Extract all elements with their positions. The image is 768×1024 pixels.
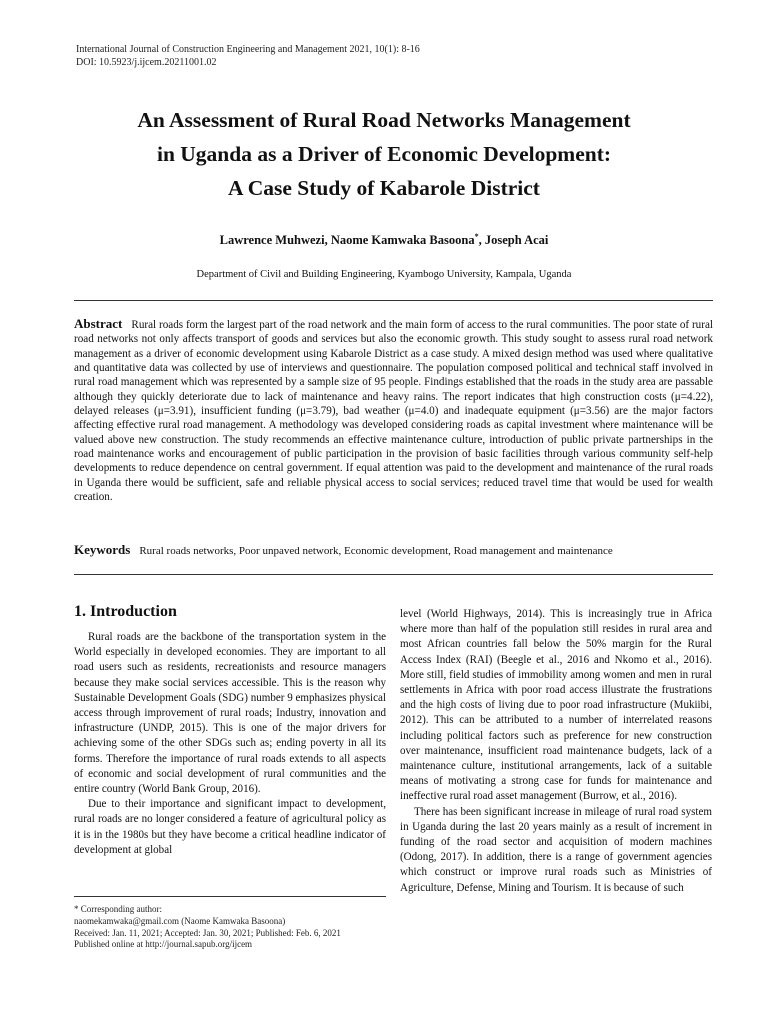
journal-reference: International Journal of Construction Engineering and Management 2021, 10(1): 8-16: [76, 44, 420, 55]
abstract-text: Rural roads form the largest part of the road network and the main form of access to the rural communities. The poor state of rural road networks not only affects transport of goods and services but also the economic growth. This study sought to assess rural road network management as a driver of economic development using Kabarole District as a case study. A mixed design method was used where qualitative and quantitative data was collected by use of interviews and questionnaire. The population composed political and technical staff involved in rural road management which was represented by a sample size of 95 people. Findings established that the roads in the study area are passable although they quickly deteriorate due to lack of maintenance and heavy rains. The report indicates that high construction costs (μ=4.22), delayed releases (μ=3.91), insufficient funding (μ=3.79), bad weather (μ=4.0) and inadequate equipment (μ=3.56) are the major factors affecting effective rural road management. A methodology was developed considering roads as capital investment where maintenance will be valued above new construction. The study recommends an effective maintenance culture, introduction of public private partnerships in the road maintenance works and encouragement of public participation in the provision of basic facilities through various community self-help developments to reduce dependence on central government. If equal attention was paid to the development and maintenance of the rural roads in Uganda there would be sufficient, safe and reliable physical access to social services; reduced travel time that would be used for wealth creation.: [74, 319, 713, 504]
right-column: [400, 607, 712, 896]
author-list: [40, 232, 728, 248]
intro-paragraph-3: level (World Highways, 2014). This is increasingly true in Africa where more than half of the population still resides in rural area and most African countries fall below the 50% margin for the Rural Access Index (RAI) (Beegle et al., 2016 and Nkomo et al., 2016). More still, field studies of immobility among women and men in rural settlements in Africa with poor road access illustrate the frustrations and the high costs of living due to poor road infrastructure (Mukiibi, 2012). This can be attributed to a number of interrelated reasons including political factors such as preference for new construction over maintenance, insufficient road maintenance budgets, lack of a maintenance culture, institutional arrangements, lack of a suitable means of motivating a strong case for funds for maintenance and ineffective rural road asset management (Burrow, et al., 2016).: [400, 608, 712, 803]
keywords-text: Rural roads networks, Poor unpaved network, Economic development, Road management and maintenance: [139, 545, 613, 557]
paper-title: [40, 103, 728, 205]
footnote-email: naomekamwaka@gmail.com (Naome Kamwaka Basoona): [74, 915, 286, 926]
abstract-heading: Abstract: [74, 316, 123, 331]
intro-paragraph-2: Due to their importance and significant impact to development, rural roads are no longer considered a feature of agricultural policy as it is in the 1980s but they have become a critical headline indicator of development at global: [74, 798, 386, 856]
keywords-section: [74, 542, 713, 559]
intro-paragraph-1: Rural roads are the backbone of the transportation system in the World especially in developed economies. They are important to all road users such as residents, recreationists and resource managers because they make social services accessible. This is the reason why Sustainable Development Goals (SDG) number 9 emphasizes physical access through improvement of rural roads; Industry, innovation and infrastructure (UNDP, 2015). This is one of the major drivers for achieving some of the other SDGs such as; ending poverty in all its forms. Therefore the importance of rural roads extends to all aspects of economic and social development of rural communities and the entire country (World Bank Group, 2016).: [74, 631, 387, 796]
title-line-1: An Assessment of Rural Road Networks Management: [137, 108, 631, 132]
section-divider-bottom: [74, 574, 713, 575]
footnote-corresponding: * Corresponding author:: [74, 904, 162, 914]
footnotes: [74, 904, 386, 951]
introduction-heading: 1. Introduction: [74, 603, 177, 620]
abstract-section: [74, 317, 713, 504]
title-line-3: A Case Study of Kabarole District: [228, 176, 540, 200]
title-line-2: in Uganda as a Driver of Economic Development:: [156, 142, 612, 166]
keywords-heading: Keywords: [74, 542, 131, 557]
authors-first: Lawrence Muhwezi, Naome Kamwaka Basoona: [219, 233, 475, 247]
authors-last: , Joseph Acai: [478, 233, 549, 247]
intro-paragraph-4: There has been significant increase in mileage of rural road system in Uganda during the last 20 years mainly as a result of increment in funding of the road sector and acquisition of modern machines (Odong, 2017). In addition, there is a range of government agencies which construct or improve rural roads such as Ministries of Agriculture, Defense, Mining and Tourism. It is because of such: [400, 805, 712, 894]
footnote-dates: Received: Jan. 11, 2021; Accepted: Jan. 30, 2021; Published: Feb. 6, 2021: [74, 927, 341, 938]
affiliation: Department of Civil and Building Engineering, Kyambogo University, Kampala, Uganda: [196, 269, 572, 280]
corresponding-mark: *: [474, 232, 479, 241]
footnote-published-online: Published online at http://journal.sapub.org/ijcem: [74, 939, 253, 950]
left-column: [74, 630, 386, 858]
footnote-divider: [74, 896, 386, 897]
section-divider-top: [74, 300, 713, 301]
doi-line: DOI: 10.5923/j.ijcem.20211001.02: [76, 57, 217, 68]
